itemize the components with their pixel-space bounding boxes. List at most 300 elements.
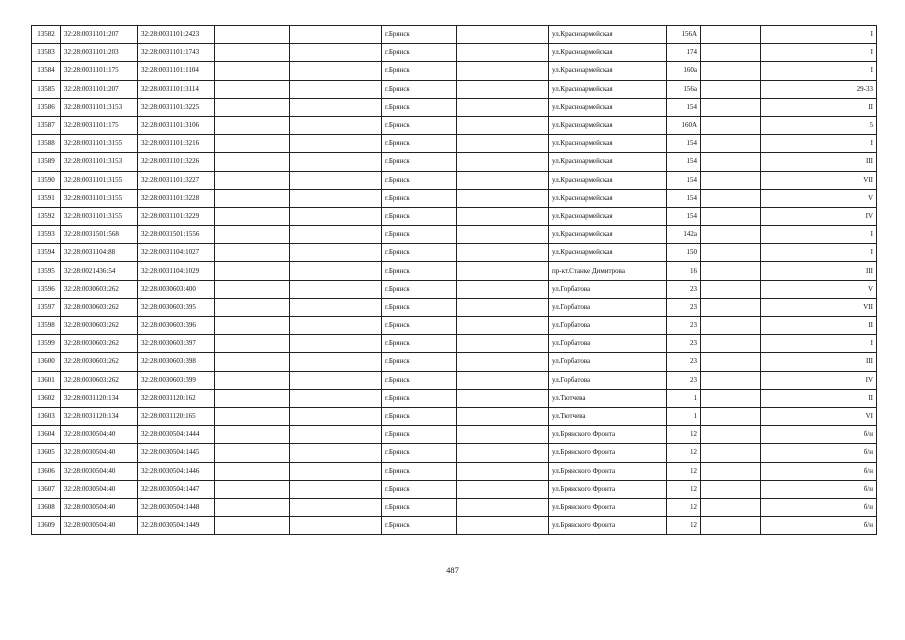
city-cell: г.Брянск	[382, 262, 457, 280]
house-number-cell: 154	[667, 135, 701, 153]
object-cadastral-number-cell: 32:28:0031101:3106	[138, 116, 215, 134]
land-cadastral-number-cell: 32:28:0031101:203	[61, 44, 138, 62]
table-row	[32, 62, 877, 80]
object-cadastral-number-cell: 32:28:0030603:397	[138, 335, 215, 353]
object-cadastral-number-cell: 32:28:0031101:1743	[138, 44, 215, 62]
table-body	[32, 26, 877, 535]
land-cadastral-number-cell: 32:28:0030504:40	[61, 444, 138, 462]
object-cadastral-number-cell: 32:28:0031104:1027	[138, 244, 215, 262]
city-cell: г.Брянск	[382, 116, 457, 134]
premises-number-cell: 29-33	[761, 80, 877, 98]
empty-cell	[215, 426, 290, 444]
house-number-cell: 156а	[667, 80, 701, 98]
object-cadastral-number-cell: 32:28:0031120:162	[138, 389, 215, 407]
empty-cell	[457, 480, 549, 498]
land-cadastral-number-cell: 32:28:0030504:40	[61, 517, 138, 535]
premises-number-cell: I	[761, 244, 877, 262]
empty-cell	[215, 407, 290, 425]
record-number-cell: 13584	[32, 62, 61, 80]
empty-cell	[701, 371, 761, 389]
object-cadastral-number-cell: 32:28:0031101:3114	[138, 80, 215, 98]
table-row	[32, 98, 877, 116]
empty-cell	[701, 80, 761, 98]
land-cadastral-number-cell: 32:28:0030504:40	[61, 462, 138, 480]
object-cadastral-number-cell: 32:28:0031101:3216	[138, 135, 215, 153]
empty-cell	[215, 98, 290, 116]
empty-cell	[457, 444, 549, 462]
empty-cell	[457, 207, 549, 225]
empty-cell	[701, 116, 761, 134]
table-row	[32, 462, 877, 480]
empty-cell	[290, 244, 382, 262]
empty-cell	[215, 226, 290, 244]
empty-cell	[701, 517, 761, 535]
empty-cell	[457, 462, 549, 480]
table-row	[32, 480, 877, 498]
record-number-cell: 13597	[32, 298, 61, 316]
object-cadastral-number-cell: 32:28:0030504:1444	[138, 426, 215, 444]
land-cadastral-number-cell: 32:28:0031101:3155	[61, 207, 138, 225]
table-row	[32, 189, 877, 207]
house-number-cell: 154	[667, 189, 701, 207]
empty-cell	[215, 298, 290, 316]
city-cell: г.Брянск	[382, 280, 457, 298]
empty-cell	[457, 517, 549, 535]
street-cell: ул.Красноармейская	[549, 207, 667, 225]
object-cadastral-number-cell: 32:28:0030603:398	[138, 353, 215, 371]
street-cell: ул.Тютчева	[549, 389, 667, 407]
object-cadastral-number-cell: 32:28:0031101:3227	[138, 171, 215, 189]
land-cadastral-number-cell: 32:28:0031101:3153	[61, 153, 138, 171]
empty-cell	[215, 517, 290, 535]
street-cell: ул.Красноармейская	[549, 116, 667, 134]
house-number-cell: 23	[667, 335, 701, 353]
empty-cell	[701, 98, 761, 116]
empty-cell	[457, 189, 549, 207]
street-cell: ул.Красноармейская	[549, 171, 667, 189]
object-cadastral-number-cell: 32:28:0031101:3226	[138, 153, 215, 171]
premises-number-cell: III	[761, 153, 877, 171]
city-cell: г.Брянск	[382, 371, 457, 389]
record-number-cell: 13594	[32, 244, 61, 262]
empty-cell	[701, 498, 761, 516]
empty-cell	[290, 153, 382, 171]
house-number-cell: 150	[667, 244, 701, 262]
land-cadastral-number-cell: 32:28:0031101:207	[61, 26, 138, 44]
house-number-cell: 16	[667, 262, 701, 280]
house-number-cell: 142а	[667, 226, 701, 244]
premises-number-cell: I	[761, 62, 877, 80]
empty-cell	[290, 498, 382, 516]
record-number-cell: 13583	[32, 44, 61, 62]
empty-cell	[457, 26, 549, 44]
empty-cell	[701, 244, 761, 262]
land-cadastral-number-cell: 32:28:0031101:3155	[61, 189, 138, 207]
empty-cell	[290, 135, 382, 153]
street-cell: ул.Брянского Фронта	[549, 444, 667, 462]
land-cadastral-number-cell: 32:28:0030504:40	[61, 498, 138, 516]
empty-cell	[457, 335, 549, 353]
premises-number-cell: VII	[761, 298, 877, 316]
empty-cell	[457, 44, 549, 62]
premises-number-cell: V	[761, 280, 877, 298]
record-number-cell: 13603	[32, 407, 61, 425]
table-row	[32, 498, 877, 516]
empty-cell	[290, 426, 382, 444]
record-number-cell: 13601	[32, 371, 61, 389]
street-cell: ул.Брянского Фронта	[549, 462, 667, 480]
empty-cell	[215, 498, 290, 516]
empty-cell	[215, 371, 290, 389]
city-cell: г.Брянск	[382, 189, 457, 207]
city-cell: г.Брянск	[382, 317, 457, 335]
street-cell: ул.Красноармейская	[549, 226, 667, 244]
house-number-cell: 12	[667, 444, 701, 462]
empty-cell	[457, 244, 549, 262]
empty-cell	[701, 62, 761, 80]
record-number-cell: 13591	[32, 189, 61, 207]
house-number-cell: 160а	[667, 62, 701, 80]
street-cell: ул.Красноармейская	[549, 244, 667, 262]
land-cadastral-number-cell: 32:28:0030603:262	[61, 280, 138, 298]
empty-cell	[290, 26, 382, 44]
property-registry-table	[31, 25, 877, 535]
empty-cell	[701, 462, 761, 480]
object-cadastral-number-cell: 32:28:0030603:400	[138, 280, 215, 298]
table-row	[32, 244, 877, 262]
empty-cell	[215, 80, 290, 98]
city-cell: г.Брянск	[382, 62, 457, 80]
empty-cell	[215, 262, 290, 280]
house-number-cell: 12	[667, 498, 701, 516]
object-cadastral-number-cell: 32:28:0031104:1029	[138, 262, 215, 280]
table-row	[32, 226, 877, 244]
object-cadastral-number-cell: 32:28:0030603:396	[138, 317, 215, 335]
house-number-cell: 23	[667, 317, 701, 335]
empty-cell	[701, 44, 761, 62]
object-cadastral-number-cell: 32:28:0031101:3225	[138, 98, 215, 116]
street-cell: ул.Красноармейская	[549, 135, 667, 153]
street-cell: ул.Красноармейская	[549, 98, 667, 116]
empty-cell	[457, 371, 549, 389]
table-row	[32, 80, 877, 98]
empty-cell	[290, 116, 382, 134]
land-cadastral-number-cell: 32:28:0031120:134	[61, 389, 138, 407]
premises-number-cell: II	[761, 98, 877, 116]
empty-cell	[215, 171, 290, 189]
empty-cell	[290, 62, 382, 80]
city-cell: г.Брянск	[382, 407, 457, 425]
record-number-cell: 13582	[32, 26, 61, 44]
land-cadastral-number-cell: 32:28:0031101:175	[61, 116, 138, 134]
empty-cell	[701, 153, 761, 171]
land-cadastral-number-cell: 32:28:0031101:3155	[61, 135, 138, 153]
table-row	[32, 335, 877, 353]
empty-cell	[701, 135, 761, 153]
empty-cell	[290, 171, 382, 189]
house-number-cell: 154	[667, 98, 701, 116]
house-number-cell: 1	[667, 407, 701, 425]
empty-cell	[701, 298, 761, 316]
empty-cell	[701, 335, 761, 353]
empty-cell	[701, 389, 761, 407]
house-number-cell: 12	[667, 517, 701, 535]
record-number-cell: 13595	[32, 262, 61, 280]
empty-cell	[701, 407, 761, 425]
land-cadastral-number-cell: 32:28:0031101:3155	[61, 171, 138, 189]
empty-cell	[215, 207, 290, 225]
object-cadastral-number-cell: 32:28:0030504:1447	[138, 480, 215, 498]
land-cadastral-number-cell: 32:28:0030504:40	[61, 480, 138, 498]
premises-number-cell: б/н	[761, 480, 877, 498]
empty-cell	[215, 189, 290, 207]
city-cell: г.Брянск	[382, 98, 457, 116]
premises-number-cell: III	[761, 353, 877, 371]
record-number-cell: 13600	[32, 353, 61, 371]
empty-cell	[215, 480, 290, 498]
record-number-cell: 13592	[32, 207, 61, 225]
city-cell: г.Брянск	[382, 207, 457, 225]
empty-cell	[290, 298, 382, 316]
house-number-cell: 12	[667, 462, 701, 480]
empty-cell	[457, 353, 549, 371]
empty-cell	[701, 262, 761, 280]
empty-cell	[290, 480, 382, 498]
empty-cell	[215, 116, 290, 134]
house-number-cell: 154	[667, 171, 701, 189]
city-cell: г.Брянск	[382, 26, 457, 44]
empty-cell	[290, 207, 382, 225]
street-cell: ул.Красноармейская	[549, 80, 667, 98]
premises-number-cell: б/н	[761, 444, 877, 462]
empty-cell	[457, 298, 549, 316]
street-cell: ул.Брянского Фронта	[549, 517, 667, 535]
land-cadastral-number-cell: 32:28:0030603:262	[61, 298, 138, 316]
record-number-cell: 13599	[32, 335, 61, 353]
land-cadastral-number-cell: 32:28:0031501:568	[61, 226, 138, 244]
street-cell: ул.Горбатова	[549, 353, 667, 371]
empty-cell	[215, 44, 290, 62]
premises-number-cell: б/н	[761, 498, 877, 516]
empty-cell	[215, 62, 290, 80]
empty-cell	[290, 280, 382, 298]
empty-cell	[701, 207, 761, 225]
city-cell: г.Брянск	[382, 44, 457, 62]
street-cell: ул.Горбатова	[549, 335, 667, 353]
empty-cell	[457, 317, 549, 335]
street-cell: ул.Брянского Фронта	[549, 480, 667, 498]
empty-cell	[215, 280, 290, 298]
record-number-cell: 13602	[32, 389, 61, 407]
land-cadastral-number-cell: 32:28:0030504:40	[61, 426, 138, 444]
table-row	[32, 153, 877, 171]
premises-number-cell: б/н	[761, 462, 877, 480]
record-number-cell: 13590	[32, 171, 61, 189]
street-cell: ул.Брянского Фронта	[549, 426, 667, 444]
object-cadastral-number-cell: 32:28:0030504:1446	[138, 462, 215, 480]
street-cell: ул.Брянского Фронта	[549, 498, 667, 516]
table-row	[32, 116, 877, 134]
object-cadastral-number-cell: 32:28:0030504:1445	[138, 444, 215, 462]
empty-cell	[290, 335, 382, 353]
record-number-cell: 13609	[32, 517, 61, 535]
land-cadastral-number-cell: 32:28:0030603:262	[61, 371, 138, 389]
land-cadastral-number-cell: 32:28:0031101:3153	[61, 98, 138, 116]
empty-cell	[701, 317, 761, 335]
house-number-cell: 160А	[667, 116, 701, 134]
record-number-cell: 13588	[32, 135, 61, 153]
street-cell: ул.Горбатова	[549, 298, 667, 316]
empty-cell	[215, 335, 290, 353]
empty-cell	[290, 44, 382, 62]
record-number-cell: 13605	[32, 444, 61, 462]
empty-cell	[457, 280, 549, 298]
empty-cell	[215, 153, 290, 171]
table-row	[32, 444, 877, 462]
street-cell: ул.Горбатова	[549, 317, 667, 335]
city-cell: г.Брянск	[382, 80, 457, 98]
empty-cell	[457, 98, 549, 116]
object-cadastral-number-cell: 32:28:0031101:3228	[138, 189, 215, 207]
house-number-cell: 174	[667, 44, 701, 62]
land-cadastral-number-cell: 32:28:0031104:88	[61, 244, 138, 262]
premises-number-cell: II	[761, 389, 877, 407]
empty-cell	[701, 171, 761, 189]
table-row	[32, 389, 877, 407]
empty-cell	[457, 389, 549, 407]
house-number-cell: 12	[667, 426, 701, 444]
object-cadastral-number-cell: 32:28:0031101:3229	[138, 207, 215, 225]
empty-cell	[290, 353, 382, 371]
table-row	[32, 44, 877, 62]
table-row	[32, 317, 877, 335]
empty-cell	[457, 171, 549, 189]
record-number-cell: 13593	[32, 226, 61, 244]
empty-cell	[457, 262, 549, 280]
empty-cell	[457, 498, 549, 516]
table-row	[32, 26, 877, 44]
land-cadastral-number-cell: 32:28:0030603:262	[61, 335, 138, 353]
empty-cell	[290, 226, 382, 244]
city-cell: г.Брянск	[382, 226, 457, 244]
city-cell: г.Брянск	[382, 517, 457, 535]
premises-number-cell: II	[761, 317, 877, 335]
empty-cell	[215, 444, 290, 462]
object-cadastral-number-cell: 32:28:0030603:399	[138, 371, 215, 389]
empty-cell	[457, 153, 549, 171]
land-cadastral-number-cell: 32:28:0030603:262	[61, 317, 138, 335]
empty-cell	[701, 480, 761, 498]
street-cell: ул.Красноармейская	[549, 44, 667, 62]
empty-cell	[215, 462, 290, 480]
record-number-cell: 13607	[32, 480, 61, 498]
object-cadastral-number-cell: 32:28:0030504:1448	[138, 498, 215, 516]
empty-cell	[290, 80, 382, 98]
premises-number-cell: V	[761, 189, 877, 207]
house-number-cell: 154	[667, 207, 701, 225]
city-cell: г.Брянск	[382, 135, 457, 153]
empty-cell	[701, 426, 761, 444]
premises-number-cell: I	[761, 44, 877, 62]
table-row	[32, 171, 877, 189]
record-number-cell: 13589	[32, 153, 61, 171]
object-cadastral-number-cell: 32:28:0031501:1556	[138, 226, 215, 244]
table-row	[32, 298, 877, 316]
empty-cell	[701, 444, 761, 462]
city-cell: г.Брянск	[382, 389, 457, 407]
registry-sheet	[31, 25, 877, 535]
premises-number-cell: б/н	[761, 517, 877, 535]
city-cell: г.Брянск	[382, 298, 457, 316]
land-cadastral-number-cell: 32:28:0021436:54	[61, 262, 138, 280]
house-number-cell: 1	[667, 389, 701, 407]
table-row	[32, 353, 877, 371]
city-cell: г.Брянск	[382, 426, 457, 444]
empty-cell	[457, 80, 549, 98]
house-number-cell: 23	[667, 353, 701, 371]
empty-cell	[215, 389, 290, 407]
city-cell: г.Брянск	[382, 153, 457, 171]
empty-cell	[290, 517, 382, 535]
object-cadastral-number-cell: 32:28:0030504:1449	[138, 517, 215, 535]
premises-number-cell: I	[761, 335, 877, 353]
empty-cell	[701, 226, 761, 244]
empty-cell	[290, 189, 382, 207]
house-number-cell: 12	[667, 480, 701, 498]
record-number-cell: 13596	[32, 280, 61, 298]
object-cadastral-number-cell: 32:28:0031120:165	[138, 407, 215, 425]
table-row	[32, 207, 877, 225]
record-number-cell: 13604	[32, 426, 61, 444]
record-number-cell: 13587	[32, 116, 61, 134]
premises-number-cell: VII	[761, 171, 877, 189]
house-number-cell: 156А	[667, 26, 701, 44]
table-row	[32, 407, 877, 425]
empty-cell	[290, 371, 382, 389]
empty-cell	[701, 353, 761, 371]
table-row	[32, 517, 877, 535]
house-number-cell: 23	[667, 280, 701, 298]
house-number-cell: 154	[667, 153, 701, 171]
object-cadastral-number-cell: 32:28:0031101:2423	[138, 26, 215, 44]
land-cadastral-number-cell: 32:28:0031101:175	[61, 62, 138, 80]
premises-number-cell: VI	[761, 407, 877, 425]
record-number-cell: 13585	[32, 80, 61, 98]
land-cadastral-number-cell: 32:28:0031120:134	[61, 407, 138, 425]
city-cell: г.Брянск	[382, 244, 457, 262]
street-cell: ул.Красноармейская	[549, 189, 667, 207]
city-cell: г.Брянск	[382, 335, 457, 353]
empty-cell	[457, 407, 549, 425]
empty-cell	[457, 226, 549, 244]
street-cell: ул.Красноармейская	[549, 26, 667, 44]
premises-number-cell: I	[761, 135, 877, 153]
city-cell: г.Брянск	[382, 444, 457, 462]
street-cell: ул.Горбатова	[549, 280, 667, 298]
empty-cell	[290, 98, 382, 116]
street-cell: ул.Тютчева	[549, 407, 667, 425]
city-cell: г.Брянск	[382, 171, 457, 189]
premises-number-cell: 5	[761, 116, 877, 134]
street-cell: ул.Красноармейская	[549, 62, 667, 80]
empty-cell	[290, 262, 382, 280]
premises-number-cell: б/н	[761, 426, 877, 444]
record-number-cell: 13606	[32, 462, 61, 480]
land-cadastral-number-cell: 32:28:0031101:207	[61, 80, 138, 98]
premises-number-cell: I	[761, 26, 877, 44]
record-number-cell: 13608	[32, 498, 61, 516]
page-number: 487	[446, 565, 459, 575]
